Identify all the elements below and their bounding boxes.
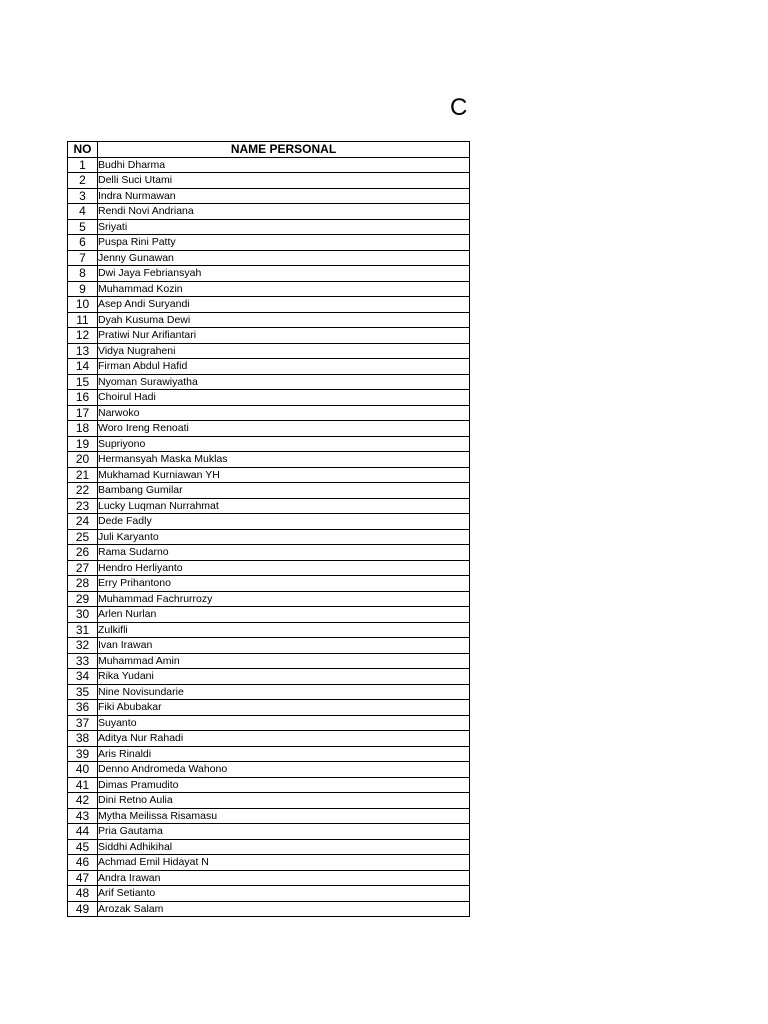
row-number-cell: 3 (68, 188, 98, 204)
table-row (68, 746, 470, 762)
person-name-cell: Indra Nurmawan (98, 188, 470, 204)
person-name-cell: Narwoko (98, 405, 470, 421)
table-row (68, 777, 470, 793)
person-name-cell: Rendi Novi Andriana (98, 204, 470, 220)
table-row (68, 297, 470, 313)
row-number-cell: 1 (68, 157, 98, 173)
person-name-cell: Siddhi Adhikihal (98, 839, 470, 855)
person-name-cell: Dimas Pramudito (98, 777, 470, 793)
table-row (68, 343, 470, 359)
person-name-cell: Suyanto (98, 715, 470, 731)
person-name-cell: Dwi Jaya Febriansyah (98, 266, 470, 282)
row-number-cell: 42 (68, 793, 98, 809)
row-number-cell: 25 (68, 529, 98, 545)
table-row (68, 498, 470, 514)
row-number-cell: 12 (68, 328, 98, 344)
row-number-cell: 39 (68, 746, 98, 762)
person-name-cell: Achmad Emil Hidayat N (98, 855, 470, 871)
person-name-cell: Denno Andromeda Wahono (98, 762, 470, 778)
row-number-cell: 2 (68, 173, 98, 189)
row-number-cell: 28 (68, 576, 98, 592)
row-number-cell: 20 (68, 452, 98, 468)
table-row (68, 374, 470, 390)
person-name-cell: Juli Karyanto (98, 529, 470, 545)
table-row (68, 359, 470, 375)
table-row (68, 824, 470, 840)
row-number-cell: 16 (68, 390, 98, 406)
person-name-cell: Muhammad Amin (98, 653, 470, 669)
person-name-cell: Arif Setianto (98, 886, 470, 902)
person-name-cell: Supriyono (98, 436, 470, 452)
person-name-cell: Hendro Herliyanto (98, 560, 470, 576)
table-row (68, 173, 470, 189)
row-number-cell: 31 (68, 622, 98, 638)
table-row (68, 219, 470, 235)
person-name-cell: Hermansyah Maska Muklas (98, 452, 470, 468)
row-number-cell: 38 (68, 731, 98, 747)
row-number-cell: 26 (68, 545, 98, 561)
row-number-cell: 29 (68, 591, 98, 607)
person-name-cell: Budhi Dharma (98, 157, 470, 173)
person-name-cell: Nine Novisundarie (98, 684, 470, 700)
row-number-cell: 6 (68, 235, 98, 251)
person-name-cell: Erry Prihantono (98, 576, 470, 592)
person-name-cell: Dede Fadly (98, 514, 470, 530)
table-row (68, 870, 470, 886)
person-name-cell: Muhammad Kozin (98, 281, 470, 297)
table-row (68, 390, 470, 406)
table-body (68, 157, 470, 917)
row-number-cell: 5 (68, 219, 98, 235)
row-number-cell: 24 (68, 514, 98, 530)
row-number-cell: 47 (68, 870, 98, 886)
table-row (68, 436, 470, 452)
row-number-cell: 18 (68, 421, 98, 437)
person-name-cell: Arlen Nurlan (98, 607, 470, 623)
person-name-cell: Aris Rinaldi (98, 746, 470, 762)
row-number-cell: 8 (68, 266, 98, 282)
row-number-cell: 22 (68, 483, 98, 499)
table-row (68, 607, 470, 623)
table-row (68, 312, 470, 328)
row-number-cell: 48 (68, 886, 98, 902)
table-row (68, 622, 470, 638)
table-row (68, 684, 470, 700)
person-name-cell: Aditya Nur Rahadi (98, 731, 470, 747)
person-name-cell: Muhammad Fachrurrozy (98, 591, 470, 607)
table-row (68, 452, 470, 468)
person-name-cell: Zulkifli (98, 622, 470, 638)
row-number-cell: 9 (68, 281, 98, 297)
person-name-cell: Pria Gautama (98, 824, 470, 840)
column-header-name: NAME PERSONAL (98, 142, 470, 158)
table-row (68, 235, 470, 251)
person-name-cell: Rama Sudarno (98, 545, 470, 561)
row-number-cell: 4 (68, 204, 98, 220)
table-row (68, 204, 470, 220)
person-name-cell: Mukhamad Kurniawan YH (98, 467, 470, 483)
row-number-cell: 37 (68, 715, 98, 731)
person-name-cell: Dini Retno Aulia (98, 793, 470, 809)
table-row (68, 839, 470, 855)
table-row (68, 483, 470, 499)
row-number-cell: 40 (68, 762, 98, 778)
person-name-cell: Woro Ireng Renoati (98, 421, 470, 437)
table-row (68, 901, 470, 917)
row-number-cell: 10 (68, 297, 98, 313)
person-name-cell: Fiki Abubakar (98, 700, 470, 716)
row-number-cell: 30 (68, 607, 98, 623)
table-row (68, 576, 470, 592)
table-row (68, 715, 470, 731)
table-row (68, 188, 470, 204)
personnel-table (67, 141, 470, 917)
person-name-cell: Nyoman Surawiyatha (98, 374, 470, 390)
person-name-cell: Delli Suci Utami (98, 173, 470, 189)
table-header-row (68, 142, 470, 158)
row-number-cell: 49 (68, 901, 98, 917)
row-number-cell: 32 (68, 638, 98, 654)
person-name-cell: Arozak Salam (98, 901, 470, 917)
table-row (68, 638, 470, 654)
row-number-cell: 35 (68, 684, 98, 700)
person-name-cell: Dyah Kusuma Dewi (98, 312, 470, 328)
table-row (68, 560, 470, 576)
table-row (68, 653, 470, 669)
table-row (68, 545, 470, 561)
table-row (68, 421, 470, 437)
table-row (68, 405, 470, 421)
row-number-cell: 44 (68, 824, 98, 840)
table-row (68, 281, 470, 297)
person-name-cell: Firman Abdul Hafid (98, 359, 470, 375)
person-name-cell: Lucky Luqman Nurrahmat (98, 498, 470, 514)
row-number-cell: 19 (68, 436, 98, 452)
row-number-cell: 46 (68, 855, 98, 871)
row-number-cell: 7 (68, 250, 98, 266)
row-number-cell: 17 (68, 405, 98, 421)
table-row (68, 700, 470, 716)
row-number-cell: 43 (68, 808, 98, 824)
row-number-cell: 21 (68, 467, 98, 483)
table-row (68, 731, 470, 747)
table-row (68, 250, 470, 266)
person-name-cell: Asep Andi Suryandi (98, 297, 470, 313)
table-row (68, 591, 470, 607)
table-row (68, 328, 470, 344)
person-name-cell: Jenny Gunawan (98, 250, 470, 266)
row-number-cell: 41 (68, 777, 98, 793)
table-row (68, 669, 470, 685)
person-name-cell: Choirul Hadi (98, 390, 470, 406)
person-name-cell: Andra Irawan (98, 870, 470, 886)
column-header-no: NO (68, 142, 98, 158)
row-number-cell: 27 (68, 560, 98, 576)
row-number-cell: 36 (68, 700, 98, 716)
table-row (68, 762, 470, 778)
row-number-cell: 15 (68, 374, 98, 390)
row-number-cell: 11 (68, 312, 98, 328)
table-row (68, 886, 470, 902)
table-row (68, 514, 470, 530)
row-number-cell: 45 (68, 839, 98, 855)
person-name-cell: Puspa Rini Patty (98, 235, 470, 251)
person-name-cell: Rika Yudani (98, 669, 470, 685)
person-name-cell: Sriyati (98, 219, 470, 235)
row-number-cell: 14 (68, 359, 98, 375)
table-row (68, 855, 470, 871)
table-row (68, 266, 470, 282)
person-name-cell: Ivan Irawan (98, 638, 470, 654)
row-number-cell: 13 (68, 343, 98, 359)
row-number-cell: 34 (68, 669, 98, 685)
row-number-cell: 23 (68, 498, 98, 514)
table-row (68, 529, 470, 545)
person-name-cell: Mytha Meilissa Risamasu (98, 808, 470, 824)
table-row (68, 157, 470, 173)
row-number-cell: 33 (68, 653, 98, 669)
person-name-cell: Pratiwi Nur Arifiantari (98, 328, 470, 344)
table-row (68, 793, 470, 809)
person-name-cell: Vidya Nugraheni (98, 343, 470, 359)
table-row (68, 467, 470, 483)
page-letter: C (450, 94, 468, 121)
table-row (68, 808, 470, 824)
person-name-cell: Bambang Gumilar (98, 483, 470, 499)
